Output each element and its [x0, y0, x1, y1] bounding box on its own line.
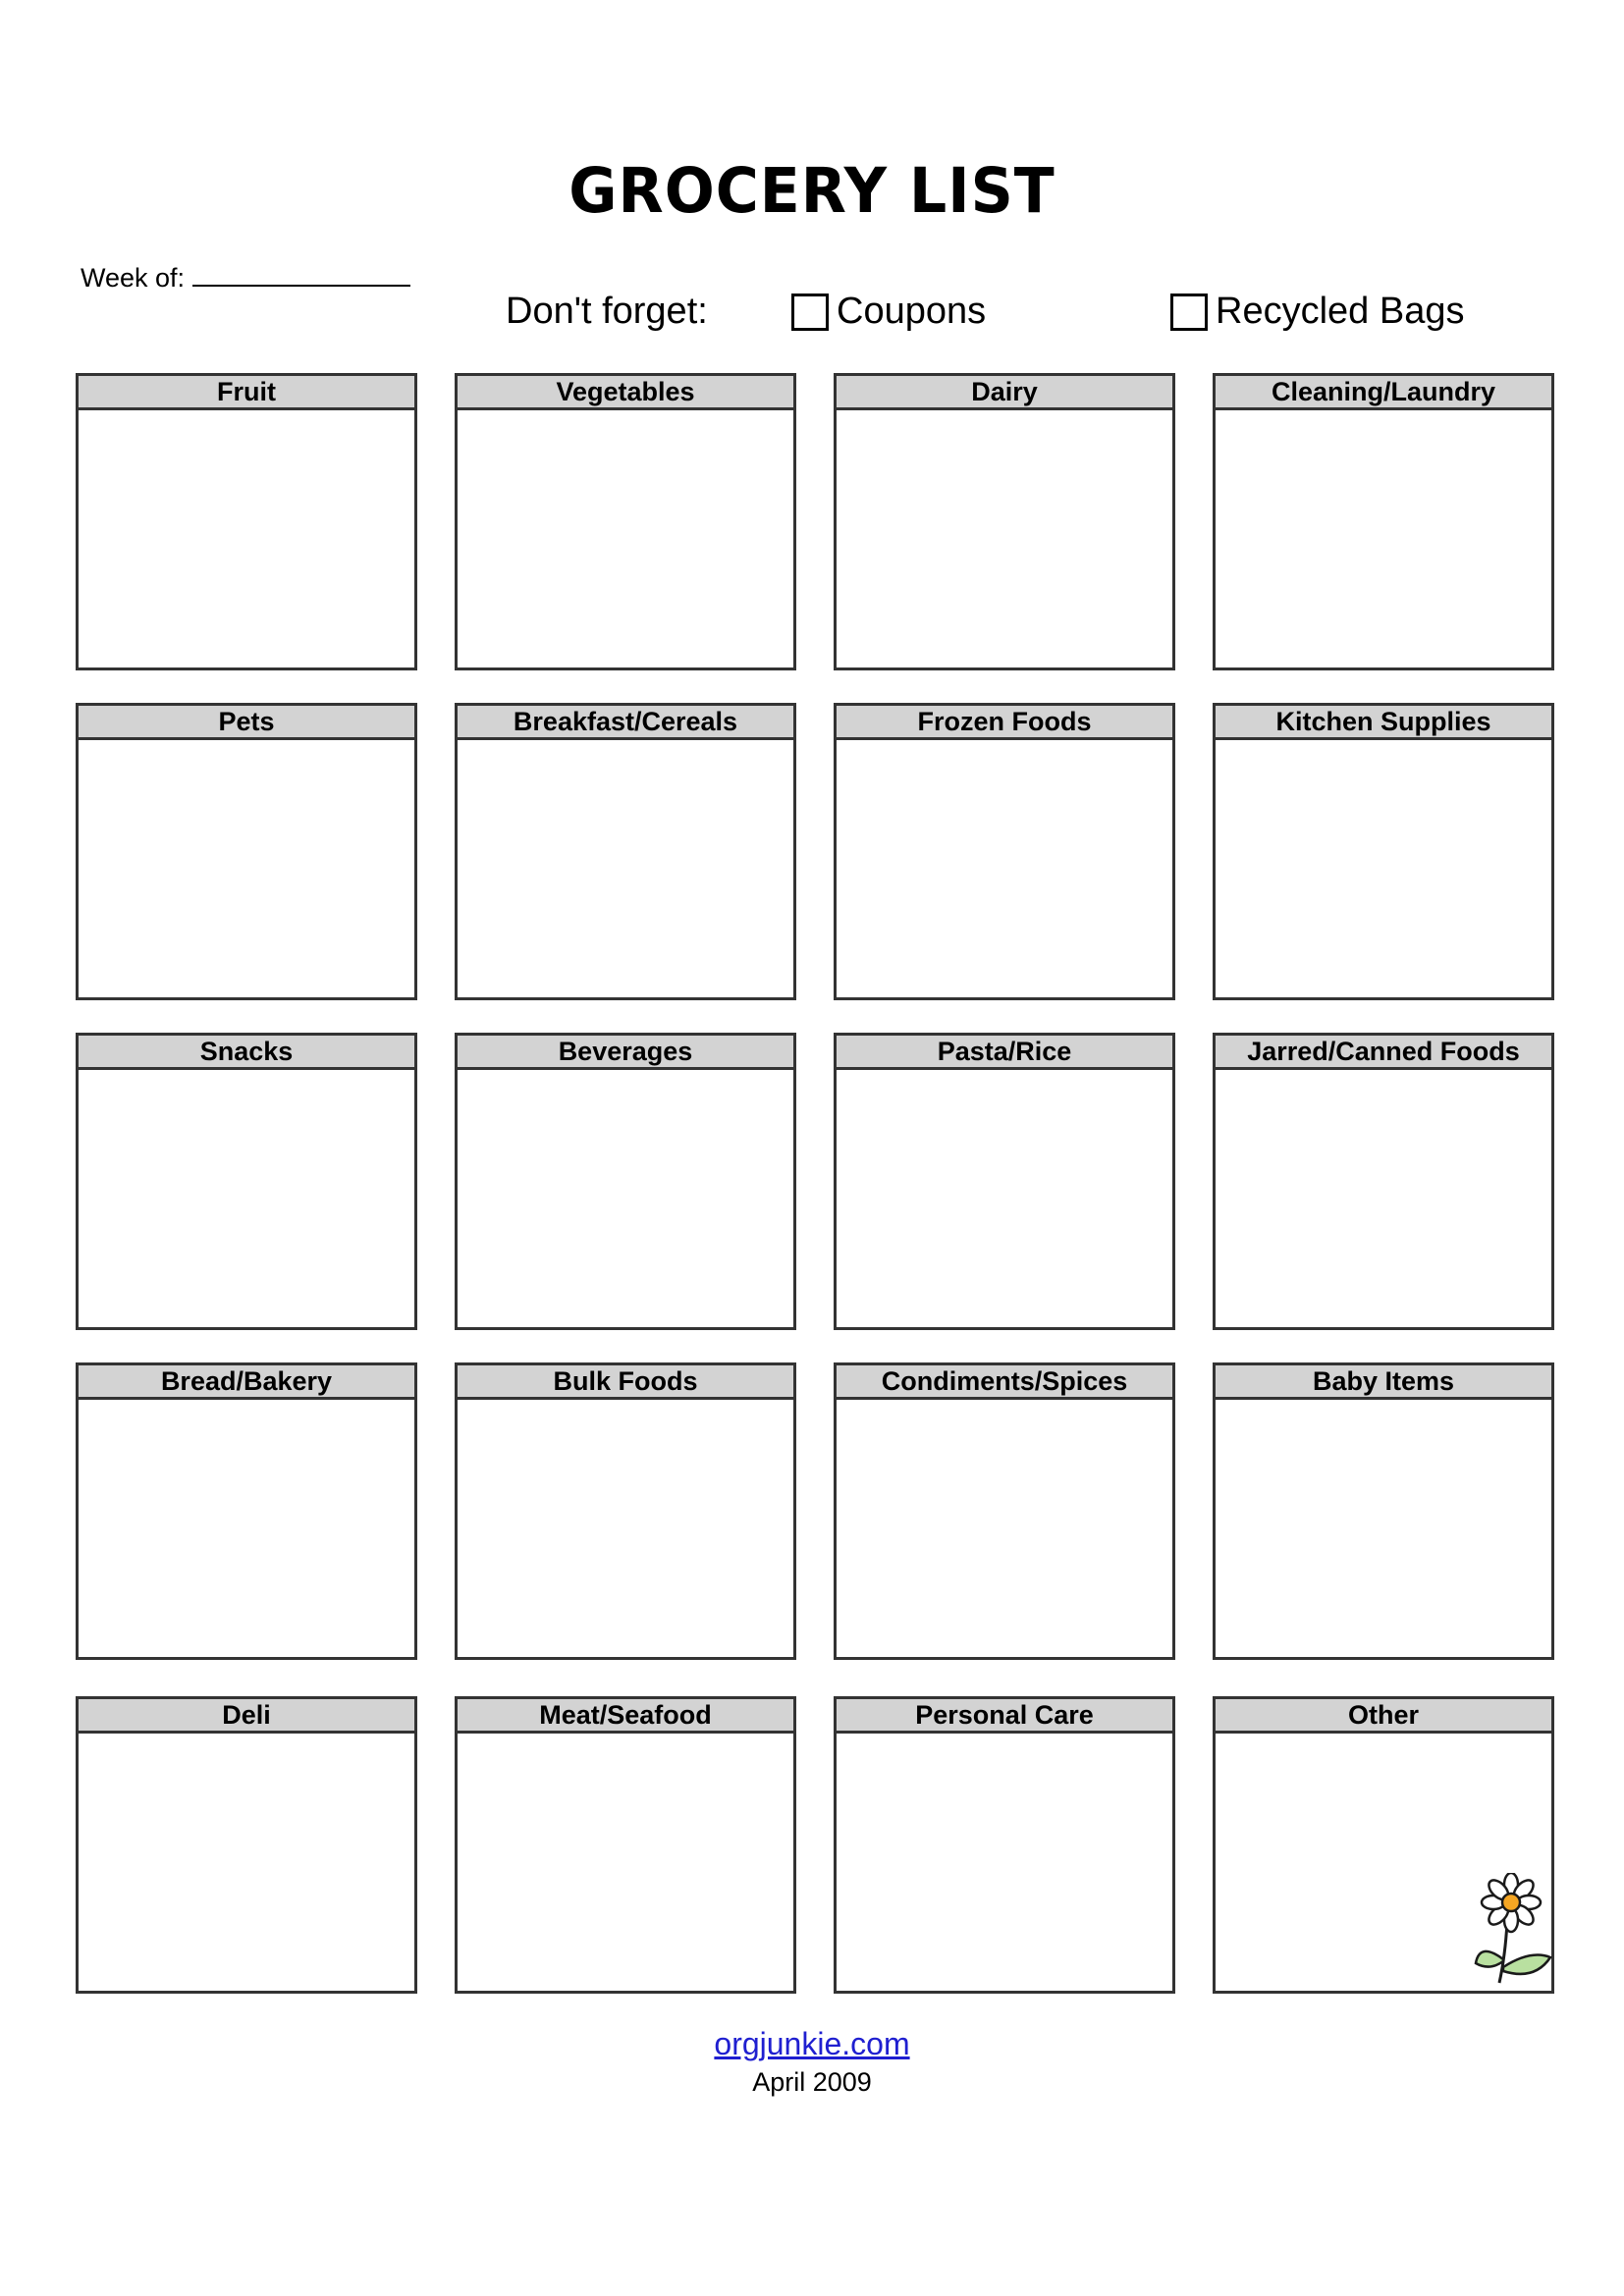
category-box-baby-items [1213, 1362, 1554, 1660]
category-header: Bread/Bakery [79, 1365, 414, 1400]
category-box-kitchen-supplies [1213, 703, 1554, 1000]
category-writing-area[interactable] [79, 1400, 414, 1657]
category-box-breakfast-cereals [455, 703, 796, 1000]
category-box-condiments-spices [834, 1362, 1175, 1660]
flower-icon [1470, 1873, 1554, 1987]
category-writing-area[interactable] [458, 410, 793, 667]
dont-forget-label: Don't forget: [506, 291, 708, 332]
category-box-pets [76, 703, 417, 1000]
category-writing-area[interactable] [79, 1734, 414, 1991]
category-box-deli [76, 1696, 417, 1994]
page-title: GROCERY LIST [568, 155, 1056, 228]
category-header: Deli [79, 1699, 414, 1734]
category-box-bulk-foods [455, 1362, 796, 1660]
category-writing-area[interactable] [458, 1734, 793, 1991]
category-writing-area[interactable] [79, 410, 414, 667]
category-header: Dairy [837, 376, 1172, 410]
category-box-snacks [76, 1033, 417, 1330]
week-of-field [81, 261, 410, 294]
coupons-checkbox[interactable] [791, 294, 829, 331]
category-box-vegetables [455, 373, 796, 670]
category-box-personal-care [834, 1696, 1175, 1994]
category-header: Pets [79, 706, 414, 740]
category-header: Other [1216, 1699, 1551, 1734]
category-header: Breakfast/Cereals [458, 706, 793, 740]
category-box-dairy [834, 373, 1175, 670]
category-header: Pasta/Rice [837, 1036, 1172, 1070]
week-of-input-line[interactable] [192, 261, 410, 287]
recycled-bags-checkbox[interactable] [1170, 294, 1208, 331]
category-writing-area[interactable] [458, 740, 793, 997]
category-header: Frozen Foods [837, 706, 1172, 740]
category-header: Beverages [458, 1036, 793, 1070]
category-box-beverages [455, 1033, 796, 1330]
category-writing-area[interactable] [837, 1070, 1172, 1327]
category-writing-area[interactable] [837, 740, 1172, 997]
category-header: Condiments/Spices [837, 1365, 1172, 1400]
category-writing-area[interactable] [1216, 1400, 1551, 1657]
category-writing-area[interactable] [1216, 740, 1551, 997]
category-header: Meat/Seafood [458, 1699, 793, 1734]
category-box-meat-seafood [455, 1696, 796, 1994]
category-header: Snacks [79, 1036, 414, 1070]
recycled-bags-label: Recycled Bags [1216, 291, 1465, 332]
category-header: Cleaning/Laundry [1216, 376, 1551, 410]
recycled-bags-checkbox-item[interactable] [1170, 291, 1464, 333]
category-box-fruit [76, 373, 417, 670]
category-writing-area[interactable] [79, 740, 414, 997]
category-box-frozen-foods [834, 703, 1175, 1000]
category-box-jarred-canned-foods [1213, 1033, 1554, 1330]
category-header: Personal Care [837, 1699, 1172, 1734]
category-header: Kitchen Supplies [1216, 706, 1551, 740]
category-writing-area[interactable] [837, 1734, 1172, 1991]
category-writing-area[interactable] [458, 1400, 793, 1657]
category-header: Fruit [79, 376, 414, 410]
footer-date: April 2009 [752, 2067, 872, 2097]
category-header: Baby Items [1216, 1365, 1551, 1400]
category-writing-area[interactable] [837, 1400, 1172, 1657]
category-box-cleaning-laundry [1213, 373, 1554, 670]
category-box-pasta-rice [834, 1033, 1175, 1330]
category-writing-area[interactable] [1216, 1070, 1551, 1327]
week-of-label: Week of: [81, 263, 186, 293]
category-writing-area[interactable] [458, 1070, 793, 1327]
category-box-bread-bakery [76, 1362, 417, 1660]
category-header: Vegetables [458, 376, 793, 410]
coupons-label: Coupons [837, 291, 987, 332]
category-header: Bulk Foods [458, 1365, 793, 1400]
category-writing-area[interactable] [837, 410, 1172, 667]
footer-link[interactable]: orgjunkie.com [714, 2026, 910, 2061]
category-writing-area[interactable] [1216, 410, 1551, 667]
footer-link-container [0, 2026, 1624, 2062]
category-header: Jarred/Canned Foods [1216, 1036, 1551, 1070]
coupons-checkbox-item[interactable] [791, 291, 986, 333]
category-writing-area[interactable] [79, 1070, 414, 1327]
